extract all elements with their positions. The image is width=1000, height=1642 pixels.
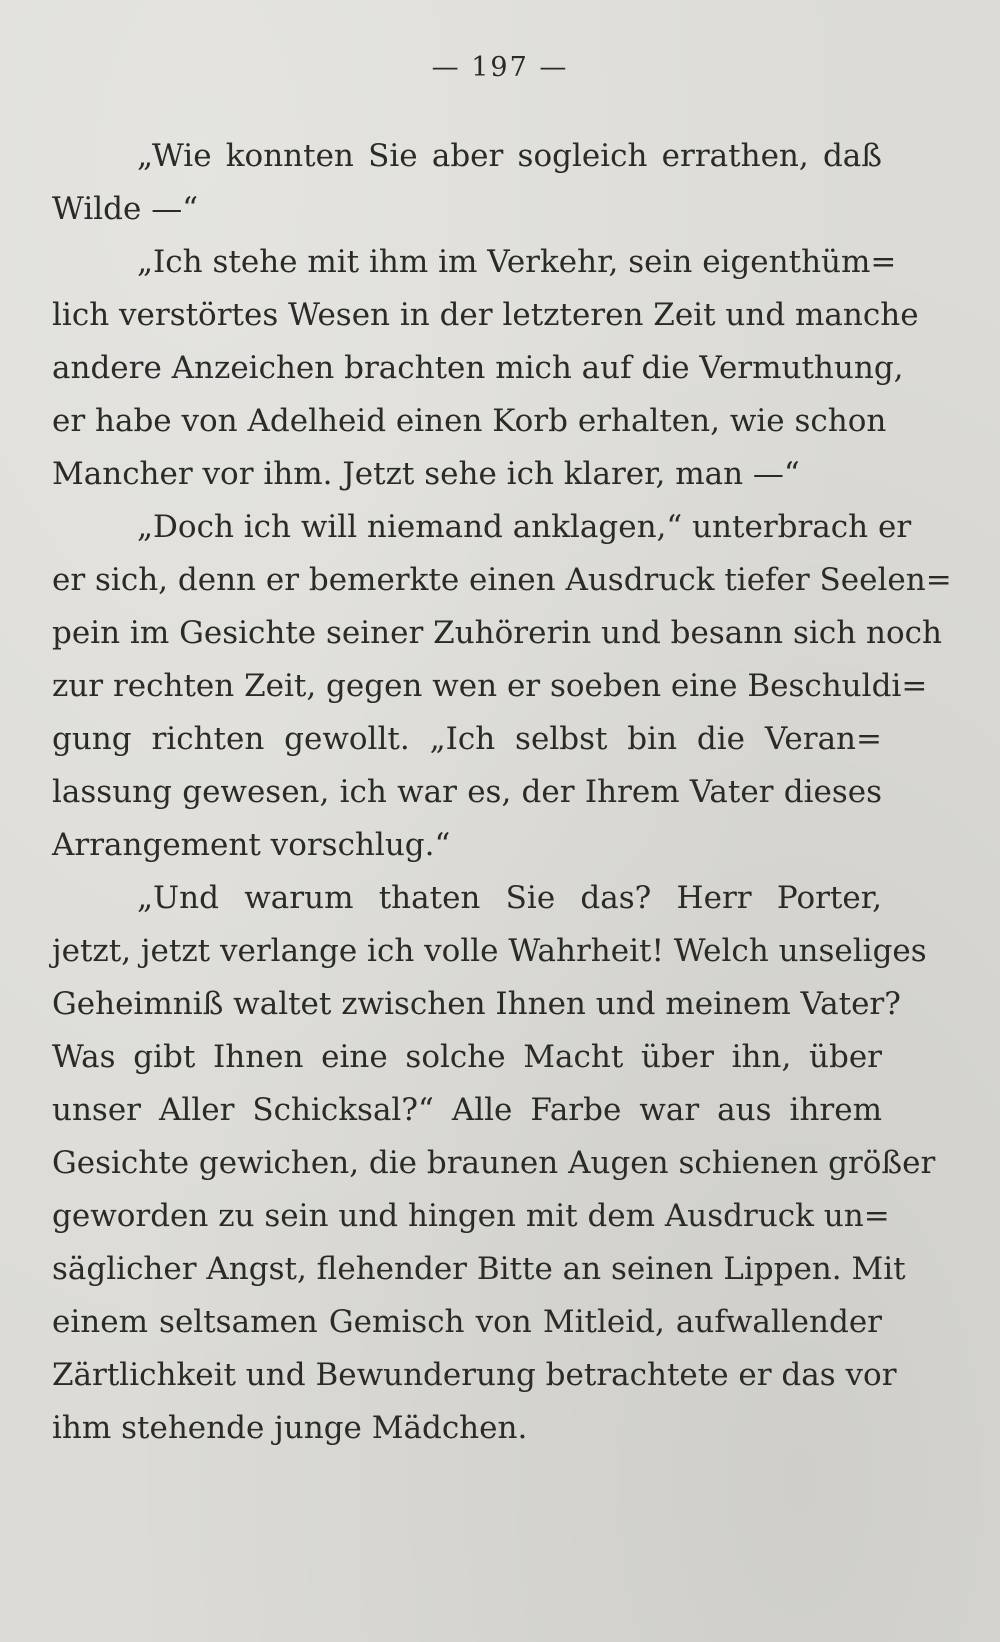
text-line: er sich, denn er bemerkte einen Ausdruck tiefer Seelen=: [52, 562, 952, 598]
text-line: säglicher Angst, flehender Bitte an seinen Lippen. Mit: [52, 1251, 906, 1287]
text-line: er habe von Adelheid einen Korb erhalten, wie schon: [52, 403, 887, 439]
text-line: „Ich stehe mit ihm im Verkehr, sein eigenthüm=: [137, 244, 897, 280]
text-line: lassung gewesen, ich war es, der Ihrem Vater dieses: [52, 774, 882, 810]
text-line: unser Aller Schicksal?“ Alle Farbe war aus ihrem: [52, 1092, 882, 1128]
text-line: Was gibt Ihnen eine solche Macht über ihn, über: [52, 1039, 882, 1075]
page-number: — 197 —: [431, 52, 569, 83]
text-line: geworden zu sein und hingen mit dem Ausdruck un=: [52, 1198, 890, 1234]
text-line: „Wie konnten Sie aber sogleich errathen, daß: [137, 138, 882, 174]
text-line: einem seltsamen Gemisch von Mitleid, aufwallender: [52, 1304, 882, 1340]
text-line: lich verstörtes Wesen in der letzteren Zeit und manche: [52, 297, 919, 333]
text-line: jetzt, jetzt verlange ich volle Wahrheit! Welch unseliges: [52, 933, 927, 969]
text-line: zur rechten Zeit, gegen wen er soeben eine Beschuldi=: [52, 668, 928, 704]
text-line: Gesichte gewichen, die braunen Augen schienen größer: [52, 1145, 936, 1181]
text-line: Zärtlichkeit und Bewunderung betrachtete er das vor: [52, 1357, 897, 1393]
text-line: Wilde —“: [52, 191, 199, 227]
text-line: Mancher vor ihm. Jetzt sehe ich klarer, man —“: [52, 456, 800, 492]
text-line: andere Anzeichen brachten mich auf die Vermuthung,: [52, 350, 904, 386]
text-line: gung richten gewollt. „Ich selbst bin die Veran=: [52, 721, 882, 757]
text-line: „Doch ich will niemand anklagen,“ unterbrach er: [137, 509, 912, 545]
text-line: „Und warum thaten Sie das? Herr Porter,: [137, 880, 882, 916]
body-text: [52, 130, 952, 1455]
text-line: Arrangement vorschlug.“: [52, 827, 451, 863]
text-line: ihm stehende junge Mädchen.: [52, 1410, 528, 1446]
text-line: Geheimniß waltet zwischen Ihnen und meinem Vater?: [52, 986, 901, 1022]
text-line: pein im Gesichte seiner Zuhörerin und besann sich noch: [52, 615, 942, 651]
